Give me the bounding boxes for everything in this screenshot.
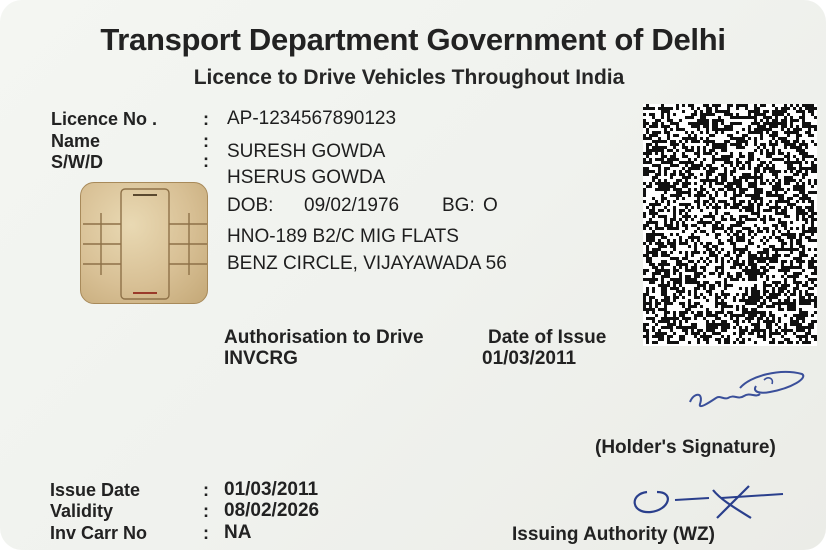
name-label: Name xyxy=(51,131,101,151)
issuing-authority-label: Issuing Authority (WZ) xyxy=(512,524,715,545)
bg-label: BG: xyxy=(442,195,475,216)
licence-no-value: AP-1234567890123 xyxy=(227,108,397,129)
card-title: Transport Department Government of Delhi xyxy=(100,22,726,57)
inv-carr-value: NA xyxy=(224,522,252,543)
swd-value: HSERUS GOWDA xyxy=(227,167,386,188)
licence-no-label: Licence No . xyxy=(51,109,158,129)
qr-pattern xyxy=(643,104,817,344)
validity-value: 08/02/2026 xyxy=(224,500,320,521)
bg-value: O xyxy=(483,195,498,216)
holder-signature-label: (Holder's Signature) xyxy=(595,437,776,458)
swd-label: S/W/D xyxy=(51,152,103,172)
name-value: SURESH GOWDA xyxy=(227,141,386,162)
dob-label: DOB: xyxy=(227,195,274,216)
inv-carr-label: Inv Carr No xyxy=(50,523,148,543)
colon-separator: : xyxy=(203,480,209,500)
dob-value: 09/02/1976 xyxy=(304,195,400,216)
date-of-issue-value: 01/03/2011 xyxy=(482,348,577,369)
card-subtitle: Licence to Drive Vehicles Throughout India xyxy=(193,66,625,89)
colon-separator: : xyxy=(203,501,209,521)
address-line-1: HNO-189 B2/C MIG FLATS xyxy=(227,226,459,247)
authority-signature-icon xyxy=(625,478,790,526)
issue-date-value: 01/03/2011 xyxy=(224,479,319,500)
holder-signature-icon xyxy=(680,362,810,417)
smart-chip-icon xyxy=(80,182,208,304)
date-of-issue-label: Date of Issue xyxy=(488,327,607,348)
authorisation-label: Authorisation to Drive xyxy=(224,327,424,348)
issue-date-label: Issue Date xyxy=(50,480,141,500)
colon-separator: : xyxy=(203,151,209,171)
colon-separator: : xyxy=(203,131,209,151)
colon-separator: : xyxy=(203,109,209,129)
address-line-2: BENZ CIRCLE, VIJAYAWADA 56 xyxy=(227,253,507,274)
validity-label: Validity xyxy=(50,501,114,521)
colon-separator: : xyxy=(203,523,209,543)
qr-code-icon xyxy=(643,104,817,346)
authorisation-value: INVCRG xyxy=(224,348,298,369)
